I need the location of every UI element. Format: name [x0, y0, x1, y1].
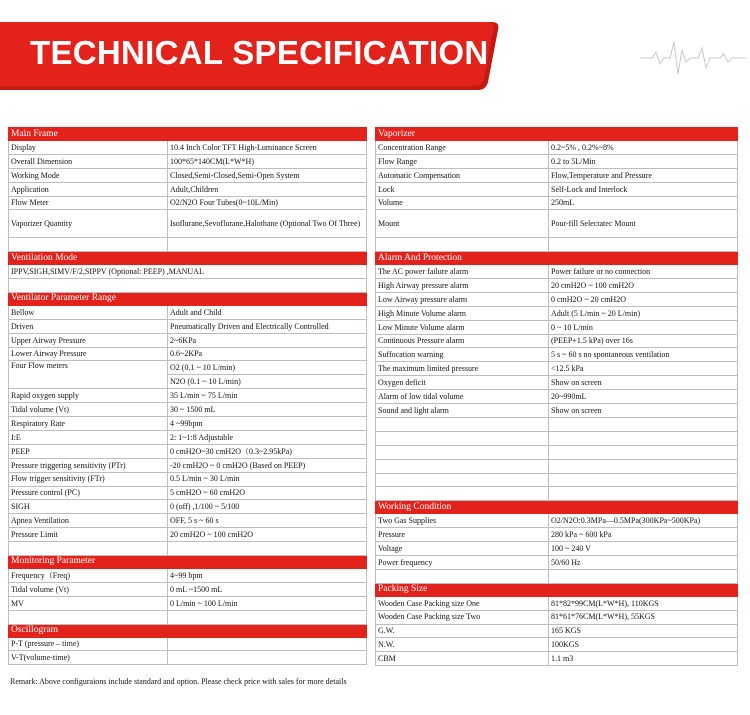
spec-value: 81*61*76CM(L*W*H), 55KGS	[549, 610, 738, 624]
table-row	[376, 320, 738, 334]
spec-value: 0.2~5% , 0.2%~8%	[549, 141, 738, 155]
spec-value: Closed,Semi-Closed,Semi-Open System	[168, 168, 367, 182]
spec-label: G.W.	[376, 624, 549, 638]
spec-value: 4~99 bpm	[168, 568, 367, 582]
table-row	[376, 196, 738, 210]
spec-label: Apnea Ventilation	[9, 514, 168, 528]
table-row	[9, 651, 367, 665]
title-banner	[0, 22, 500, 90]
section-header-alarm-protection: Alarm And Protection	[376, 252, 738, 265]
spec-value: Pneumatically Driven and Electrically Controlled	[168, 319, 367, 333]
table-row	[9, 417, 367, 431]
spec-value	[168, 651, 367, 665]
spec-label: Tidal volume (Vt)	[9, 403, 168, 417]
table-row	[376, 265, 738, 279]
spec-label: CBM	[376, 652, 549, 666]
spec-label: The AC power failure alarm	[376, 265, 549, 279]
spec-value: 10.4 Inch Color TFT High-Luminance Screen	[168, 141, 367, 155]
spec-value: 165 KGS	[549, 624, 738, 638]
empty-cell	[376, 238, 549, 252]
spec-label: Low Airway pressure alarm	[376, 292, 549, 306]
spec-label: The maximum limited pressure	[376, 362, 549, 376]
table-row	[376, 141, 738, 155]
right-spec-column	[375, 127, 737, 666]
section-header-vaporizer: Vaporizer	[376, 128, 738, 141]
spec-label: N.W.	[376, 638, 549, 652]
spec-value: 4 ~99bpm	[168, 417, 367, 431]
table-row	[376, 168, 738, 182]
empty-cell	[549, 569, 738, 583]
spec-value: Pour-fill Selectatec Mount	[549, 210, 738, 238]
spec-label: Power frequency	[376, 555, 549, 569]
page-title: TECHNICAL SPECIFICATION	[30, 34, 489, 71]
spec-label: Two Gas Supplies	[376, 514, 549, 528]
spec-label: Alarm of low tidal volume	[376, 390, 549, 404]
table-row	[376, 292, 738, 306]
empty-cell	[168, 238, 367, 252]
spec-label: Working Mode	[9, 168, 168, 182]
spec-label: Oxygen deficit	[376, 376, 549, 390]
table-row	[9, 319, 367, 333]
empty-cell	[549, 473, 738, 487]
spec-label: Wooden Case Packing size One	[376, 596, 549, 610]
spec-label: PEEP	[9, 444, 168, 458]
spec-label: Flow Meter	[9, 196, 168, 210]
spec-label: Upper Airway Pressure	[9, 333, 168, 347]
spec-label: Application	[9, 182, 168, 196]
spec-label: Pressure	[376, 528, 549, 542]
spec-value: 0.2 to 5L/Min	[549, 154, 738, 168]
spec-label: Continuous Pressure alarm	[376, 334, 549, 348]
spec-value: 20 cmH2O ~ 100 cmH2O	[168, 528, 367, 542]
spec-label: Pressure Limit	[9, 528, 168, 542]
table-row	[376, 306, 738, 320]
spec-value: OFF, 5 s ~ 60 s	[168, 514, 367, 528]
spec-label: Frequency（Freq)	[9, 568, 168, 582]
spec-value: 1.1 m3	[549, 652, 738, 666]
spec-label: Concentration Range	[376, 141, 549, 155]
spec-label: SIGH	[9, 500, 168, 514]
spec-label: Wooden Case Packing size Two	[376, 610, 549, 624]
spec-label: Tidal volume (Vt)	[9, 582, 168, 596]
spec-value: 0.5 L/min ~ 30 L/min	[168, 472, 367, 486]
table-row	[376, 542, 738, 556]
section-header-ventilator-parameter-range: Ventilator Parameter Range	[9, 292, 367, 305]
table-row	[9, 141, 367, 155]
section-header-main-frame: Main Frame	[9, 128, 367, 141]
spec-value: 5 s ~ 60 s no spontaneous ventilation	[549, 348, 738, 362]
spec-value: Show on screen	[549, 376, 738, 390]
table-row	[376, 390, 738, 404]
table-row	[9, 403, 367, 417]
empty-cell	[376, 431, 549, 445]
table-row	[376, 638, 738, 652]
spec-value: Flow,Temperature and Pressure	[549, 168, 738, 182]
spec-label: Display	[9, 141, 168, 155]
table-row	[376, 528, 738, 542]
spec-label: Low Minute Volume alarm	[376, 320, 549, 334]
table-row	[376, 404, 738, 418]
table-row	[9, 514, 367, 528]
spec-label: Pressure triggering sensitivity (PTr)	[9, 458, 168, 472]
empty-cell	[549, 238, 738, 252]
spec-label: Lower Airway Pressure	[9, 347, 168, 361]
table-row	[9, 389, 367, 403]
empty-cell	[549, 459, 738, 473]
spec-label: Rapid oxygen supply	[9, 389, 168, 403]
spec-value: Adult,Children	[168, 182, 367, 196]
spec-value: N2O (0.1 ~ 10 L/min)	[168, 375, 367, 389]
table-row	[9, 154, 367, 168]
table-row	[376, 514, 738, 528]
table-row	[376, 348, 738, 362]
empty-cell	[9, 610, 168, 624]
spec-value: 250mL	[549, 196, 738, 210]
table-row	[376, 555, 738, 569]
empty-cell	[549, 445, 738, 459]
table-row	[376, 279, 738, 293]
spec-value: 100KGS	[549, 638, 738, 652]
spec-value: O2 (0.1 ~ 10 L/min)	[168, 361, 367, 375]
spec-label: Mount	[376, 210, 549, 238]
spec-value: O2/N2O:0.3MPa—0.5MPa(300KPa~500KPa)	[549, 514, 738, 528]
spec-label: V-T(volume-time)	[9, 651, 168, 665]
table-row	[376, 652, 738, 666]
spec-value: Show on screen	[549, 404, 738, 418]
table-row	[376, 376, 738, 390]
empty-cell	[9, 238, 168, 252]
spec-label: Vaporizer Quantity	[9, 210, 168, 238]
spec-value: 0.6~2KPa	[168, 347, 367, 361]
spec-value: 2~6KPa	[168, 333, 367, 347]
table-row	[376, 154, 738, 168]
section-header-oscillogram: Oscillogram	[9, 624, 367, 637]
spec-value: (PEEP+1.5 kPa) over 16s	[549, 334, 738, 348]
empty-cell	[376, 473, 549, 487]
spec-label: Lock	[376, 182, 549, 196]
table-row	[9, 430, 367, 444]
spec-label: Four Flow meters	[9, 361, 168, 389]
spec-label: Overall Dimension	[9, 154, 168, 168]
table-row	[9, 582, 367, 596]
spec-value: 20~990mL	[549, 390, 738, 404]
spec-value: 0 cmH2O~30 cmH2O（0.3~2.95kPa)	[168, 444, 367, 458]
spec-value: <12.5 kPa	[549, 362, 738, 376]
table-row	[9, 500, 367, 514]
empty-cell	[376, 569, 549, 583]
empty-cell	[168, 542, 367, 556]
spec-label: MV	[9, 596, 168, 610]
table-row	[9, 182, 367, 196]
spec-label: Sound and light alarm	[376, 404, 549, 418]
spec-value: 0 (off) ,1/100 ~ 5/100	[168, 500, 367, 514]
table-row	[376, 362, 738, 376]
spec-value: 100*65*140CM(L*W*H)	[168, 154, 367, 168]
table-row	[9, 596, 367, 610]
spec-value: 20 cmH2O ~ 100 cmH2O	[549, 279, 738, 293]
empty-cell	[549, 487, 738, 501]
section-header-working-condition: Working Condition	[376, 501, 738, 514]
table-row	[9, 444, 367, 458]
table-row	[9, 196, 367, 210]
table-row	[9, 637, 367, 651]
empty-cell	[9, 279, 367, 293]
spec-label: Bellow	[9, 305, 168, 319]
spec-value: 0 ~ 10 L/min	[549, 320, 738, 334]
ventilation-mode-text: IPPV,SIGH,SIMV/F/2,SIPPV (Optional: PEEP) ,MANUAL	[9, 265, 367, 279]
table-row	[9, 305, 367, 319]
spec-label: Respiratory Rate	[9, 417, 168, 431]
section-header-packing-size: Packing Size	[376, 583, 738, 596]
table-row	[376, 596, 738, 610]
table-row	[9, 168, 367, 182]
table-row	[376, 624, 738, 638]
spec-label: High Minute Volume alarm	[376, 306, 549, 320]
spec-value: 50/60 Hz	[549, 555, 738, 569]
spec-label: Flow Range	[376, 154, 549, 168]
spec-value: -20 cmH2O ~ 0 cmH2O (Based on PEEP)	[168, 458, 367, 472]
spec-label: Volume	[376, 196, 549, 210]
spec-value: 280 kPa ~ 600 kPa	[549, 528, 738, 542]
table-row	[9, 472, 367, 486]
empty-cell	[168, 610, 367, 624]
table-row	[9, 528, 367, 542]
left-spec-column	[8, 127, 366, 665]
table-row	[9, 347, 367, 361]
table-row	[9, 333, 367, 347]
table-row	[376, 334, 738, 348]
spec-label: Voltage	[376, 542, 549, 556]
empty-cell	[376, 459, 549, 473]
spec-value: 0 L/min ~ 100 L/min	[168, 596, 367, 610]
spec-value: 30 ~ 1500 mL	[168, 403, 367, 417]
spec-label: Suffocation warning	[376, 348, 549, 362]
table-row	[9, 458, 367, 472]
spec-value	[168, 637, 367, 651]
spec-value: O2/N2O Four Tubes(0~10L/Min)	[168, 196, 367, 210]
spec-value: Adult (5 L/min ~ 20 L/min)	[549, 306, 738, 320]
empty-cell	[376, 445, 549, 459]
empty-cell	[9, 542, 168, 556]
spec-value: Self-Lock and Interlock	[549, 182, 738, 196]
spec-label: High Airway pressure alarm	[376, 279, 549, 293]
empty-cell	[549, 417, 738, 431]
spec-label: Flow trigger sensitivity (FTr)	[9, 472, 168, 486]
spec-value: 5 cmH2O ~ 60 cmH2O	[168, 486, 367, 500]
spec-label: Driven	[9, 319, 168, 333]
table-row	[9, 486, 367, 500]
spec-value: 35 L/min ~ 75 L/min	[168, 389, 367, 403]
empty-cell	[376, 417, 549, 431]
spec-label: Automatic Compensation	[376, 168, 549, 182]
spec-value: Adult and Child	[168, 305, 367, 319]
section-header-ventilation-mode: Ventilation Mode	[9, 252, 367, 265]
spec-label: Pressure control (PC)	[9, 486, 168, 500]
heartbeat-icon	[640, 38, 746, 78]
remark-note: Remark: Above configuraions include standard and option. Please check price with sales for more details	[10, 677, 347, 686]
spec-value: Power failure or no connection	[549, 265, 738, 279]
table-row	[376, 182, 738, 196]
spec-value: 0 mL ~1500 mL	[168, 582, 367, 596]
empty-cell	[549, 431, 738, 445]
spec-value: 0 cmH2O ~ 20 cmH2O	[549, 292, 738, 306]
table-row	[9, 568, 367, 582]
spec-label: P-T (pressure – time)	[9, 637, 168, 651]
spec-label: I:E	[9, 430, 168, 444]
spec-value: 81*82*99CM(L*W*H), 110KGS	[549, 596, 738, 610]
spec-value: Isoflurane,Sevoflurane,Halothane (Optional Two Of Three)	[168, 210, 367, 238]
spec-value: 2: 1~1:8 Adjustable	[168, 430, 367, 444]
spec-value: 100 ~ 240 V	[549, 542, 738, 556]
section-header-monitoring-parameter: Monitoring Parameter	[9, 555, 367, 568]
empty-cell	[376, 487, 549, 501]
table-row	[376, 610, 738, 624]
